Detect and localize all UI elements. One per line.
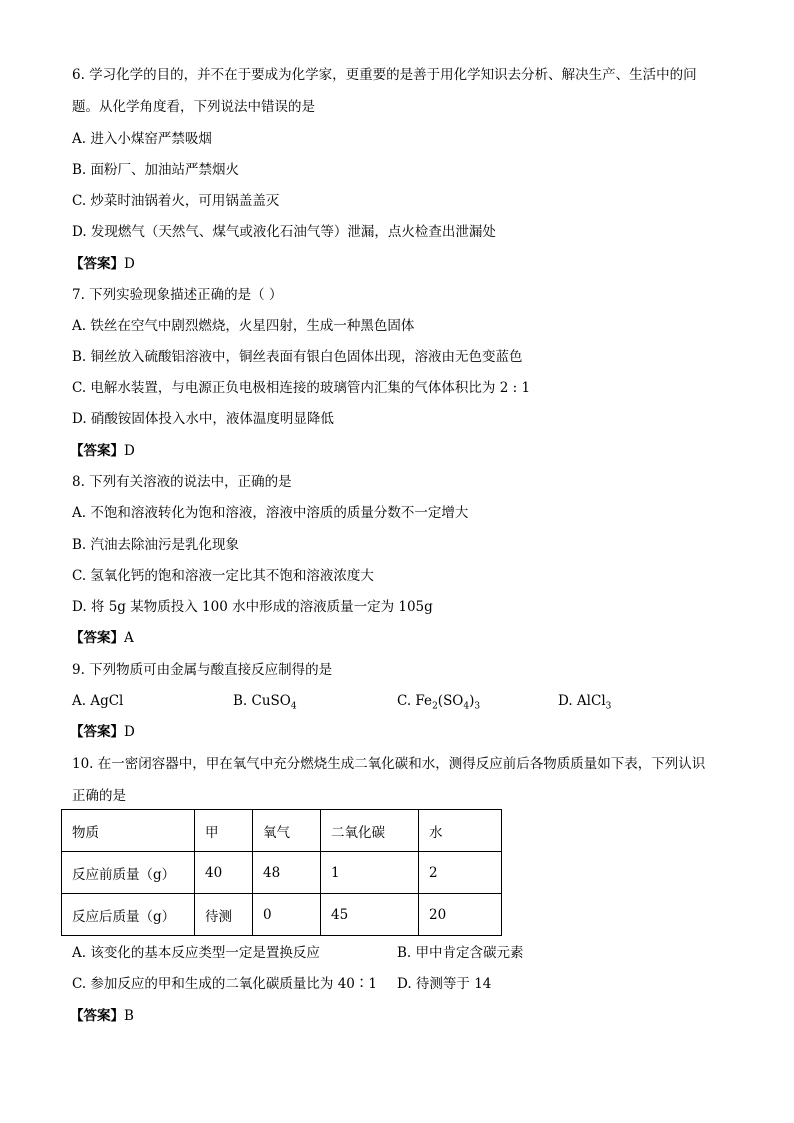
mass-table [61,809,502,936]
q10-option-b: B. 甲中肯定含碳元素 [397,945,524,961]
q7-option-c: C. 电解水装置，与电源正负电极相连接的玻璃管内汇集的气体体积比为 2 : 1 [72,380,531,396]
q9-option-a: A. AgCl [72,693,124,709]
q8-answer [70,628,134,648]
table-cell: 45 [321,894,419,936]
answer-label: 【答案】 [70,724,124,740]
table-cell: 48 [253,852,321,894]
q9-answer [70,722,135,742]
q6-option-c: C. 炒菜时油锅着火，可用锅盖盖灭 [72,193,280,209]
answer-label: 【答案】 [70,443,124,459]
table-cell: 1 [321,852,419,894]
table-header-cell: 氧气 [253,810,321,852]
q8-option-b: B. 汽油去除油污是乳化现象 [72,537,240,553]
table-header-row [62,810,502,852]
q6-option-b: B. 面粉厂、加油站严禁烟火 [72,162,240,178]
answer-label: 【答案】 [70,630,124,646]
q10-option-c: C. 参加反应的甲和生成的二氧化碳质量比为 40∶1 [72,976,377,992]
table-cell: 待测 [195,894,253,936]
q6-option-d: D. 发现燃气（天然气、煤气或液化石油气等）泄漏，点火检查出泄漏处 [72,224,496,240]
table-header-cell: 二氧化碳 [321,810,419,852]
q10-answer [70,1006,134,1026]
q9-option-d: D. AlCl$_3$ [558,693,612,712]
q8-option-d: D. 将 5g 某物质投入 100 水中形成的溶液质量一定为 105g [72,599,433,615]
answer-value: A [124,630,134,646]
q7-stem: 7. 下列实验现象描述正确的是（ ） [72,287,283,303]
q8-stem: 8. 下列有关溶液的说法中，正确的是 [72,474,292,490]
q10-option-a: A. 该变化的基本反应类型一定是置换反应 [72,945,320,961]
q7-option-d: D. 硝酸铵固体投入水中，液体温度明显降低 [72,411,334,427]
table-header-cell: 物质 [62,810,195,852]
q10-stem-line1: 10. 在一密闭容器中，甲在氧气中充分燃烧生成二氧化碳和水，测得反应前后各物质质量如下表，下列认识 [72,756,706,772]
q10-stem-line2: 正确的是 [72,788,126,804]
q9-option-c: C. $Fe_2(SO_4)_3$ [397,693,481,712]
q7-answer [70,441,135,461]
q7-option-b: B. 铜丝放入硫酸铝溶液中，铜丝表面有银白色固体出现，溶液由无色变蓝色 [72,349,523,365]
q8-option-a: A. 不饱和溶液转化为饱和溶液，溶液中溶质的质量分数不一定增大 [72,505,469,521]
table-cell: 2 [419,852,502,894]
table-cell: 反应前质量（g） [62,852,195,894]
answer-value: D [124,724,135,740]
answer-value: B [124,1008,134,1024]
q8-option-c: C. 氢氧化钙的饱和溶液一定比其不饱和溶液浓度大 [72,568,374,584]
answer-value: D [124,256,135,272]
q9-stem: 9. 下列物质可由金属与酸直接反应制得的是 [72,662,333,678]
table-cell: 20 [419,894,502,936]
table-cell: 40 [195,852,253,894]
table-row [62,852,502,894]
q7-option-a: A. 铁丝在空气中剧烈燃烧，火星四射，生成一种黑色固体 [72,318,415,334]
q9-option-b: B. CuSO$_4$ [233,693,297,712]
table-header-cell: 水 [419,810,502,852]
q6-option-a: A. 进入小煤窑严禁吸烟 [72,131,212,147]
answer-label: 【答案】 [70,256,124,272]
answer-value: D [124,443,135,459]
table-cell: 0 [253,894,321,936]
table-row [62,894,502,936]
answer-label: 【答案】 [70,1008,124,1024]
q10-option-d: D. 待测等于 14 [397,976,492,992]
q6-stem-line1: 6. 学习化学的目的，并不在于要成为化学家，更重要的是善于用化学知识去分析、解决生产、生活中的问 [72,67,697,83]
q6-stem-line2: 题。从化学角度看，下列说法中错误的是 [72,99,315,115]
q6-answer [70,254,135,274]
table-header-cell: 甲 [195,810,253,852]
table-cell: 反应后质量（g） [62,894,195,936]
